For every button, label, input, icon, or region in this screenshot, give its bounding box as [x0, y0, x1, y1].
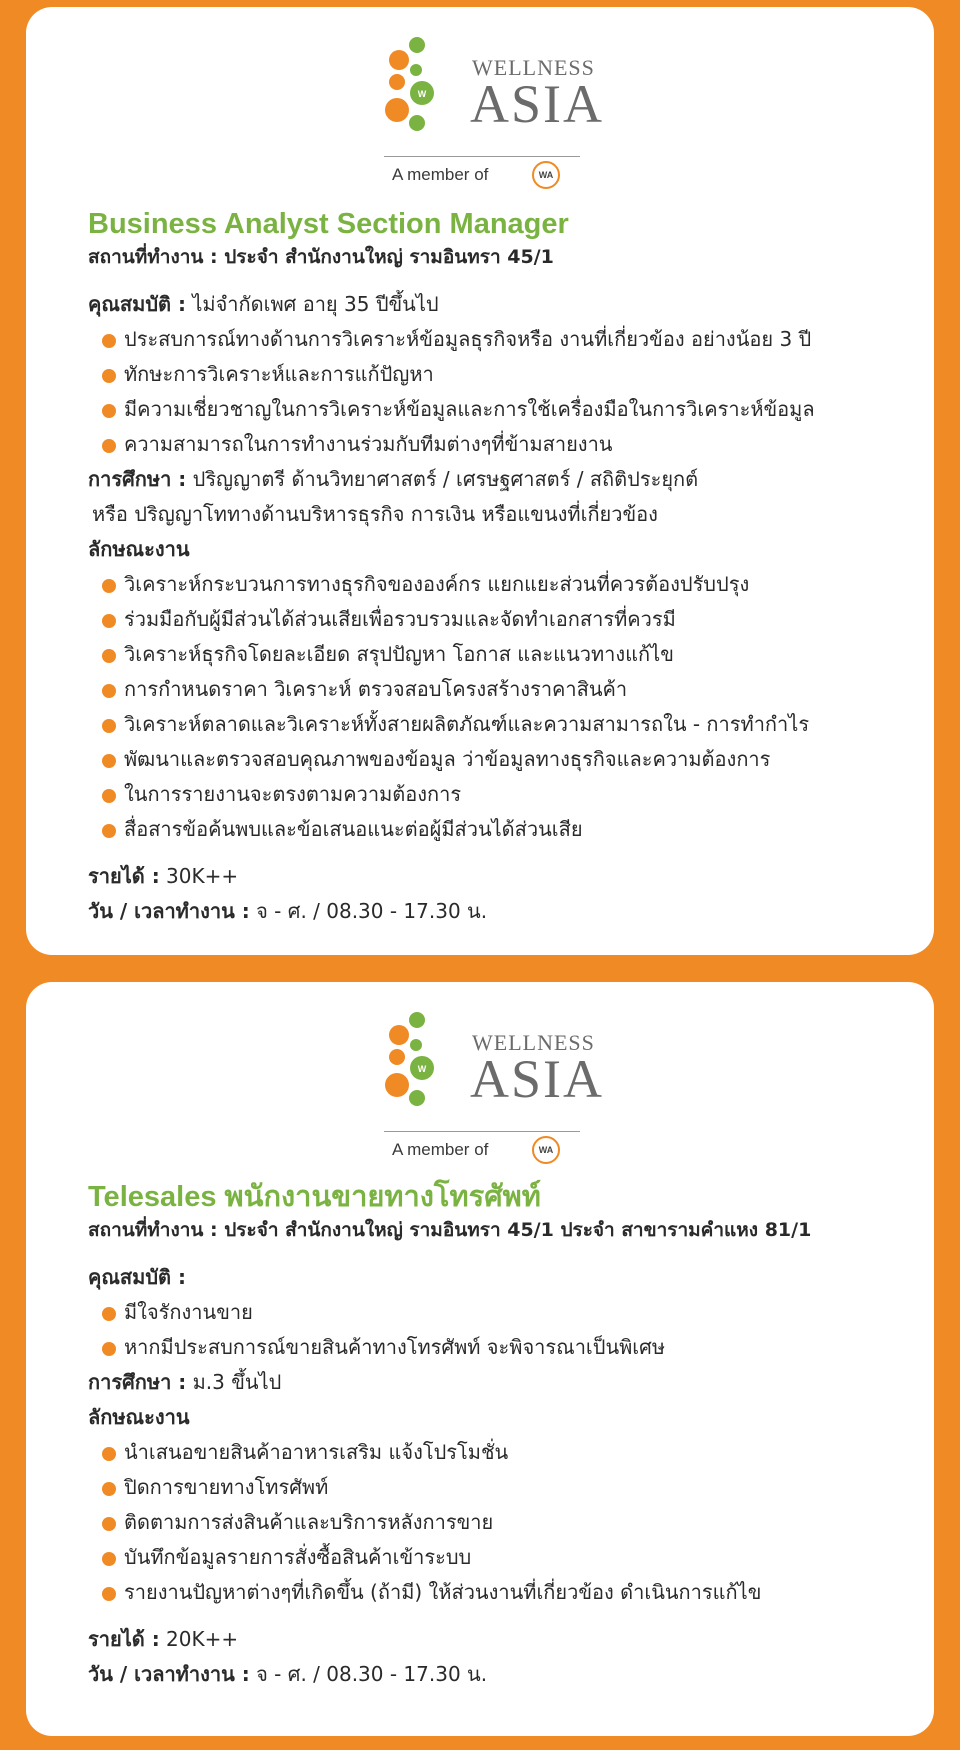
list-item-text: มีความเชี่ยวชาญในการวิเคราะห์ข้อมูลและการใช้เครื่องมือในการวิเคราะห์ข้อมูล	[124, 397, 815, 421]
list-item	[102, 392, 914, 427]
list-item-text: ร่วมมือกับผู้มีส่วนได้ส่วนเสียเพื่อรวบรวมและจัดทำเอกสารที่ควรมี	[124, 607, 676, 631]
bullet-dot-icon	[102, 684, 116, 698]
job-location: สถานที่ทำงาน : ประจำ สำนักงานใหญ่ รามอินทรา 45/1	[88, 246, 554, 268]
list-item-text: ประสบการณ์ทางด้านการวิเคราะห์ข้อมูลธุรกิจหรือ งานที่เกี่ยวข้อง อย่างน้อย 3 ปี	[124, 327, 812, 351]
list-item	[102, 1470, 914, 1505]
list-item	[102, 637, 914, 672]
work-hours-value: จ - ศ. / 08.30 - 17.30 น.	[249, 1662, 488, 1686]
job-details	[88, 205, 914, 929]
work-hours-line	[88, 894, 914, 929]
education-value: ปริญญาตรี ด้านวิทยาศาสตร์ / เศรษฐศาสตร์ / สถิติประยุกต์	[186, 467, 699, 491]
leaf-cluster-icon	[384, 35, 474, 135]
bullet-dot-icon	[102, 404, 116, 418]
list-item-text: ความสามารถในการทำงานร่วมกับทีมต่างๆที่ข้ามสายงาน	[124, 432, 613, 456]
salary-value: 30K++	[159, 864, 239, 888]
qualification-label: คุณสมบัติ :	[88, 1265, 186, 1289]
list-item-text: ปิดการขายทางโทรศัพท์	[124, 1475, 329, 1499]
job-details	[88, 1178, 914, 1692]
wa-badge-icon: WA	[532, 161, 560, 189]
education-line	[88, 462, 914, 497]
bullet-dot-icon	[102, 824, 116, 838]
svg-text:W: W	[417, 89, 427, 99]
list-item	[102, 1505, 914, 1540]
salary-value: 20K++	[159, 1627, 239, 1651]
list-item-text: ในการรายงานจะตรงตามความต้องการ	[124, 782, 462, 806]
list-item-text: สื่อสารข้อค้นพบและข้อเสนอแนะต่อผู้มีส่วนได้ส่วนเสีย	[124, 817, 583, 841]
work-hours-line	[88, 1657, 914, 1692]
brand-wellness-text: WELLNESS	[472, 55, 595, 80]
job-card-telesales	[26, 982, 934, 1736]
list-item	[102, 1575, 914, 1610]
bullet-dot-icon	[102, 614, 116, 628]
salary-label: รายได้ :	[88, 1627, 160, 1651]
list-item	[102, 1435, 914, 1470]
wa-badge-icon: WA	[532, 1136, 560, 1164]
wellness-asia-logo	[384, 1010, 604, 1160]
work-hours-label: วัน / เวลาทำงาน :	[88, 1662, 250, 1686]
bullet-dot-icon	[102, 439, 116, 453]
brand-asia-text: ASIA	[470, 74, 605, 134]
bullet-dot-icon	[102, 579, 116, 593]
leaf-cluster-icon	[384, 1010, 474, 1110]
bullet-dot-icon	[102, 1447, 116, 1461]
list-item	[102, 602, 914, 637]
duties-list	[88, 1435, 914, 1610]
list-item-text: วิเคราะห์ธุรกิจโดยละเอียด สรุปปัญหา โอกาส และแนวทางแก้ไข	[124, 642, 674, 666]
education-line	[88, 1365, 914, 1400]
bullet-dot-icon	[102, 649, 116, 663]
bullet-dot-icon	[102, 1587, 116, 1601]
member-of-text: A member of	[392, 1140, 489, 1159]
bullet-dot-icon	[102, 754, 116, 768]
qualification-list	[88, 1295, 914, 1365]
list-item	[102, 322, 914, 357]
bullet-dot-icon	[102, 1482, 116, 1496]
list-item	[102, 742, 914, 777]
brand-asia-text: ASIA	[470, 1049, 605, 1109]
education-label: การศึกษา :	[88, 467, 187, 491]
bullet-dot-icon	[102, 334, 116, 348]
work-hours-value: จ - ศ. / 08.30 - 17.30 น.	[249, 899, 488, 923]
list-item-text: นำเสนอขายสินค้าอาหารเสริม แจ้งโปรโมชั่น	[124, 1440, 509, 1464]
salary-label: รายได้ :	[88, 864, 160, 888]
list-item-text: การกำหนดราคา วิเคราะห์ ตรวจสอบโครงสร้างราคาสินค้า	[124, 677, 628, 701]
list-item	[102, 357, 914, 392]
list-item-text: หากมีประสบการณ์ขายสินค้าทางโทรศัพท์ จะพิจารณาเป็นพิเศษ	[124, 1335, 666, 1359]
salary-line	[88, 1622, 914, 1657]
list-item	[102, 707, 914, 742]
bullet-dot-icon	[102, 719, 116, 733]
salary-line	[88, 859, 914, 894]
education-label: การศึกษา :	[88, 1370, 187, 1394]
list-item	[102, 1295, 914, 1330]
duties-label: ลักษณะงาน	[88, 537, 190, 561]
list-item-text: บันทึกข้อมูลรายการสั่งซื้อสินค้าเข้าระบบ	[124, 1545, 472, 1569]
qualification-value: ไม่จำกัดเพศ อายุ 35 ปีขึ้นไป	[185, 292, 439, 316]
work-hours-label: วัน / เวลาทำงาน :	[88, 899, 250, 923]
duties-list	[88, 567, 914, 847]
bullet-dot-icon	[102, 1307, 116, 1321]
wellness-asia-logo	[384, 35, 604, 185]
education-line-2: หรือ ปริญญาโททางด้านบริหารธุรกิจ การเงิน หรือแขนงที่เกี่ยวข้อง	[92, 502, 658, 526]
bullet-dot-icon	[102, 789, 116, 803]
list-item	[102, 777, 914, 812]
brand-wellness-text: WELLNESS	[472, 1030, 595, 1055]
list-item-text: พัฒนาและตรวจสอบคุณภาพของข้อมูล ว่าข้อมูลทางธุรกิจและความต้องการ	[124, 747, 771, 771]
member-of-text: A member of	[392, 165, 489, 184]
list-item	[102, 1540, 914, 1575]
list-item-text: วิเคราะห์กระบวนการทางธุรกิจขององค์กร แยกแยะส่วนที่ควรต้องปรับปรุง	[124, 572, 750, 596]
list-item-text: มีใจรักงานขาย	[124, 1300, 253, 1324]
list-item	[102, 672, 914, 707]
bullet-dot-icon	[102, 1342, 116, 1356]
svg-text:W: W	[417, 1064, 427, 1074]
list-item	[102, 1330, 914, 1365]
qualification-list	[88, 322, 914, 462]
list-item-text: รายงานปัญหาต่างๆที่เกิดขึ้น (ถ้ามี) ให้ส่วนงานที่เกี่ยวข้อง ดำเนินการแก้ไข	[124, 1580, 762, 1604]
logo-divider	[384, 1131, 580, 1132]
qualification-line	[88, 287, 914, 322]
bullet-dot-icon	[102, 1552, 116, 1566]
bullet-dot-icon	[102, 1517, 116, 1531]
list-item	[102, 812, 914, 847]
list-item-text: ทักษะการวิเคราะห์และการแก้ปัญหา	[124, 362, 434, 386]
list-item	[102, 427, 914, 462]
qualification-label: คุณสมบัติ :	[88, 292, 186, 316]
job-location: สถานที่ทำงาน : ประจำ สำนักงานใหญ่ รามอินทรา 45/1 ประจำ สาขารามคำแหง 81/1	[88, 1219, 812, 1241]
education-value: ม.3 ขึ้นไป	[186, 1370, 282, 1394]
duties-label: ลักษณะงาน	[88, 1405, 190, 1429]
job-card-business-analyst	[26, 7, 934, 955]
job-title: Telesales พนักงานขายทางโทรศัพท์	[88, 1181, 541, 1213]
job-title: Business Analyst Section Manager	[88, 208, 569, 240]
bullet-dot-icon	[102, 369, 116, 383]
list-item	[102, 567, 914, 602]
list-item-text: ติดตามการส่งสินค้าและบริการหลังการขาย	[124, 1510, 494, 1534]
list-item-text: วิเคราะห์ตลาดและวิเคราะห์ทั้งสายผลิตภัณฑ์และความสามารถใน - การทำกำไร	[124, 712, 810, 736]
logo-divider	[384, 156, 580, 157]
